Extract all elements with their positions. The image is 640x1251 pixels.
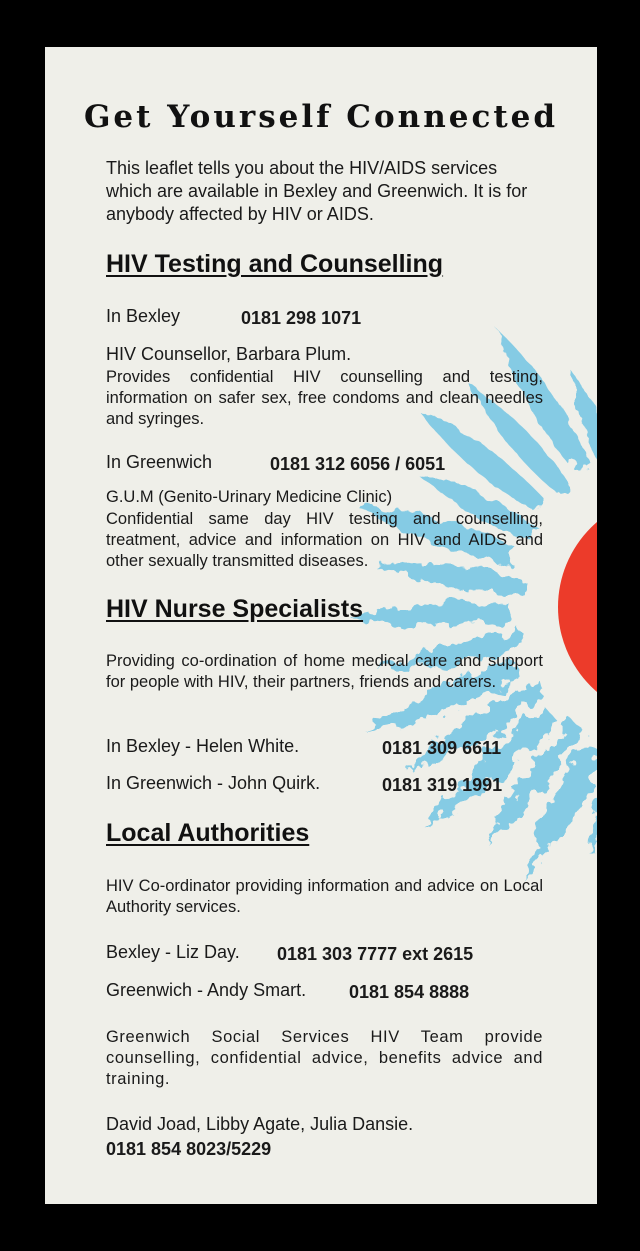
intro-text: This leaflet tells you about the HIV/AIDS services which are available in Bexley and Greenwich. It is for anybody affected by HIV or AIDS. — [106, 158, 528, 224]
nurse-description: Providing co-ordination of home medical care and support for people with HIV, their partners, friends and carers. — [106, 652, 543, 691]
heading-hiv-testing: HIV Testing and Counselling — [106, 250, 444, 278]
social-team-names: David Joad, Libby Agate, Julia Dansie. — [106, 1114, 414, 1134]
leaflet-page — [45, 47, 597, 1204]
authority-greenwich-label: Greenwich - Andy Smart. — [106, 980, 307, 1000]
counsellor-name: HIV Counsellor, Barbara Plum. — [106, 344, 352, 364]
heading-nurse-specialists: HIV Nurse Specialists — [106, 595, 364, 623]
social-services-description: Greenwich Social Services HIV Team provide counselling, confidential advice, benefits advice and training. — [106, 1028, 543, 1088]
coordinator-description: HIV Co-ordinator providing information and advice on Local Authority services. — [106, 877, 543, 916]
nurse-greenwich-phone: 0181 319 1991 — [382, 775, 503, 795]
social-team-phone: 0181 854 8023/5229 — [106, 1139, 272, 1159]
counsellor-description: Provides confidential HIV counselling and testing, information on safer sex, free condoms and clean needles and syringes. — [106, 368, 543, 428]
nurse-greenwich-label: In Greenwich - John Quirk. — [106, 773, 321, 793]
nurse-bexley-phone: 0181 309 6611 — [382, 738, 502, 758]
authority-bexley-phone: 0181 303 7777 ext 2615 — [277, 944, 474, 964]
gum-description: Confidential same day HIV testing and counselling, treatment, advice and information on HIV and AIDS and other sexually transmitted diseases. — [106, 510, 543, 570]
authority-greenwich-phone: 0181 854 8888 — [349, 982, 470, 1002]
authority-bexley-label: Bexley - Liz Day. — [106, 942, 240, 962]
testing-greenwich-label: In Greenwich — [106, 452, 213, 472]
testing-greenwich-phone: 0181 312 6056 / 6051 — [270, 454, 446, 474]
gum-clinic-name: G.U.M (Genito-Urinary Medicine Clinic) — [106, 488, 393, 506]
nurse-bexley-label: In Bexley - Helen White. — [106, 736, 300, 756]
testing-bexley-phone: 0181 298 1071 — [241, 308, 362, 328]
leaflet-title: Get Yourself Connected — [83, 99, 559, 135]
heading-local-authorities: Local Authorities — [106, 819, 310, 847]
testing-bexley-label: In Bexley — [106, 306, 181, 326]
